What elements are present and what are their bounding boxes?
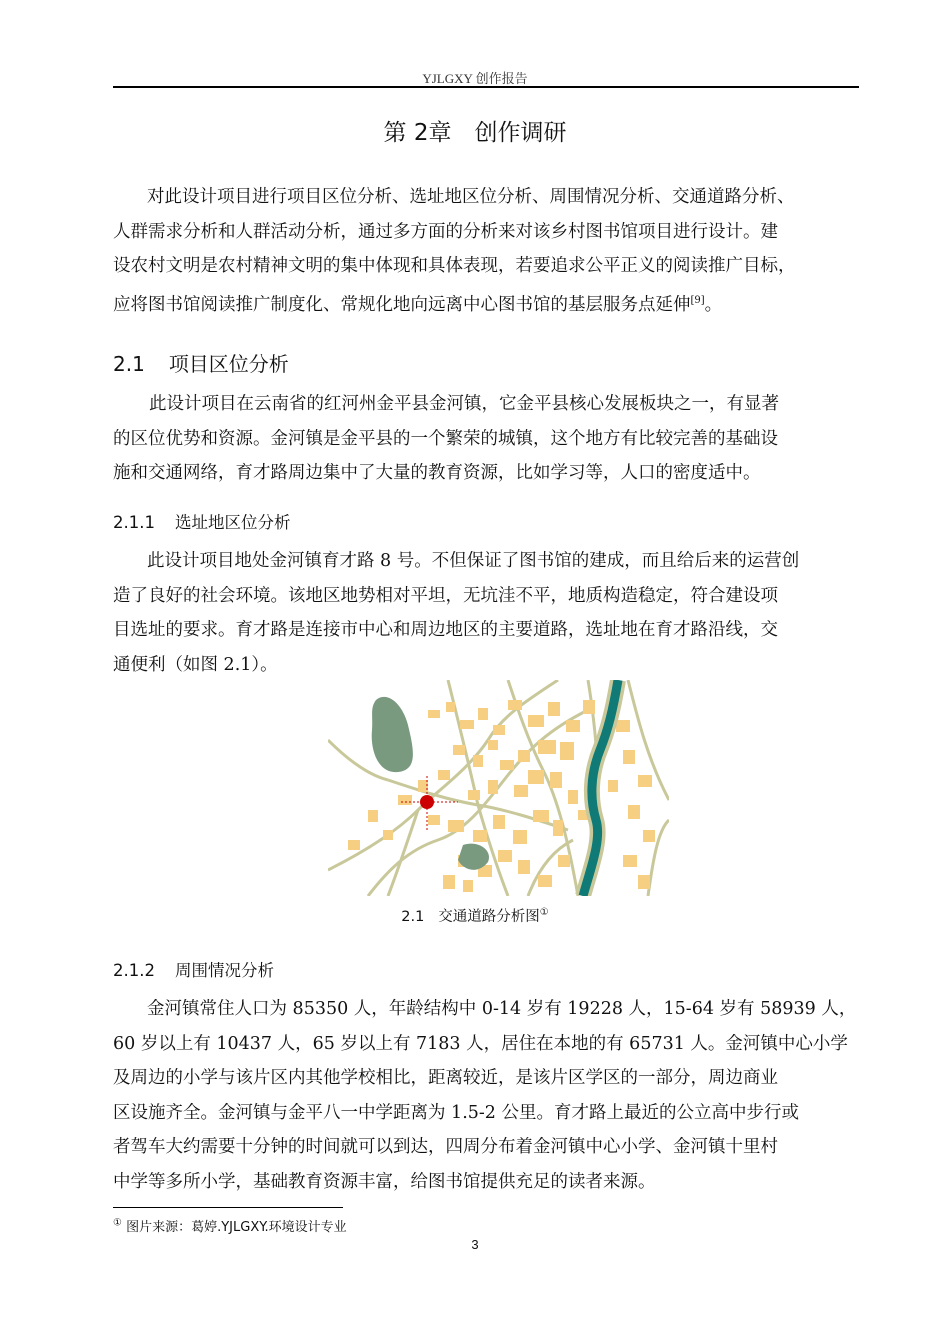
footnote-rule (113, 1207, 343, 1208)
section-heading-2-1-2 (113, 957, 274, 981)
section-heading-2-1-1 (113, 509, 290, 533)
paragraph-line: 施和交通网络，育才路周边集中了大量的教育资源，比如学习等，人口的密度适中。 (113, 463, 761, 483)
section-2-1-2-paragraph (113, 992, 873, 1199)
intro-end: 。 (704, 294, 723, 315)
figure-caption (0, 905, 950, 926)
intro-line: 设农村文明是农村精神文明的集中体现和具体表现，若要追求公平正义的阅读推广目标， (113, 256, 796, 276)
section-number: 2.1.2 (113, 961, 155, 980)
section-number: 2.1.1 (113, 513, 155, 532)
running-header: YJLGXY 创作报告 (422, 71, 528, 86)
footnote-text: 图片来源：葛婷.YJLGXY.环境设计专业 (121, 1220, 347, 1235)
citation: [9] (690, 294, 705, 306)
header-rule (113, 86, 859, 88)
paragraph-line: 金河镇常住人口为 85350 人，年龄结构中 0-14 岁有 19228 人，15-64 岁有 58939 人， (147, 999, 857, 1019)
paragraph-line: 造了良好的社会环境。该地区地势相对平坦，无坑洼不平，地质构造稳定，符合建设项 (113, 585, 778, 606)
intro-line: 人群需求分析和人群活动分析，通过多方面的分析来对该乡村图书馆项目进行设计。建 (113, 221, 778, 242)
section-heading-2-1 (113, 348, 289, 377)
footnote-mark: ① (113, 1217, 122, 1229)
section-2-1-1-paragraph (113, 544, 873, 682)
paragraph-line: 的区位优势和资源。金河镇是金平县的一个繁荣的城镇，这个地方有比较完善的基础设 (113, 428, 778, 449)
paragraph-line: 此设计项目地处金河镇育才路 8 号。不但保证了图书馆的建成，而且给后来的运营创 (147, 551, 800, 571)
paragraph-line: 此设计项目在云南省的红河州金平县金河镇，它金平县核心发展板块之一，有显著 (149, 394, 779, 414)
chapter-title: 第 2章 创作调研 (383, 120, 567, 146)
traffic-road-map (328, 680, 669, 896)
intro-line: 对此设计项目进行项目区位分析、选址地区位分析、周围情况分析、交通道路分析、 (147, 187, 795, 207)
figure-number: 2.1 (401, 909, 425, 925)
paragraph-line: 中学等多所小学，基础教育资源丰富，给图书馆提供充足的读者来源。 (113, 1171, 656, 1192)
footnote-mark: ① (539, 907, 549, 919)
page-number: 3 (471, 1237, 479, 1252)
intro-line: 应将图书馆阅读推广制度化、常规化地向远离中心图书馆的基层服务点延伸 (113, 294, 691, 315)
paragraph-line: 者驾车大约需要十分钟的时间就可以到达，四周分布着金河镇中心小学、金河镇十里村 (113, 1137, 778, 1157)
section-title: 选址地区位分析 (174, 513, 291, 532)
paragraph-line: 60 岁以上有 10437 人，65 岁以上有 7183 人，居住在本地的有 65731 人。金河镇中心小学 (113, 1033, 848, 1054)
section-2-1-paragraph (113, 387, 873, 491)
section-number: 2.1 (113, 352, 145, 376)
paragraph-line: 通便利（如图 2.1）。 (113, 654, 278, 675)
footnote (113, 1216, 347, 1235)
intro-paragraph (113, 180, 873, 322)
section-title: 周围情况分析 (174, 961, 274, 980)
figure-title: 交通道路分析图 (438, 909, 540, 925)
paragraph-line: 目选址的要求。育才路是连接市中心和周边地区的主要道路，选址地在育才路沿线，交 (113, 620, 778, 640)
paragraph-line: 区设施齐全。金河镇与金平八一中学距离为 1.5-2 公里。育才路上最近的公立高中步行或 (113, 1102, 800, 1123)
paragraph-line: 及周边的小学与该片区内其他学校相比，距离较近，是该片区学区的一部分，周边商业 (113, 1068, 778, 1088)
section-title: 项目区位分析 (168, 352, 289, 376)
